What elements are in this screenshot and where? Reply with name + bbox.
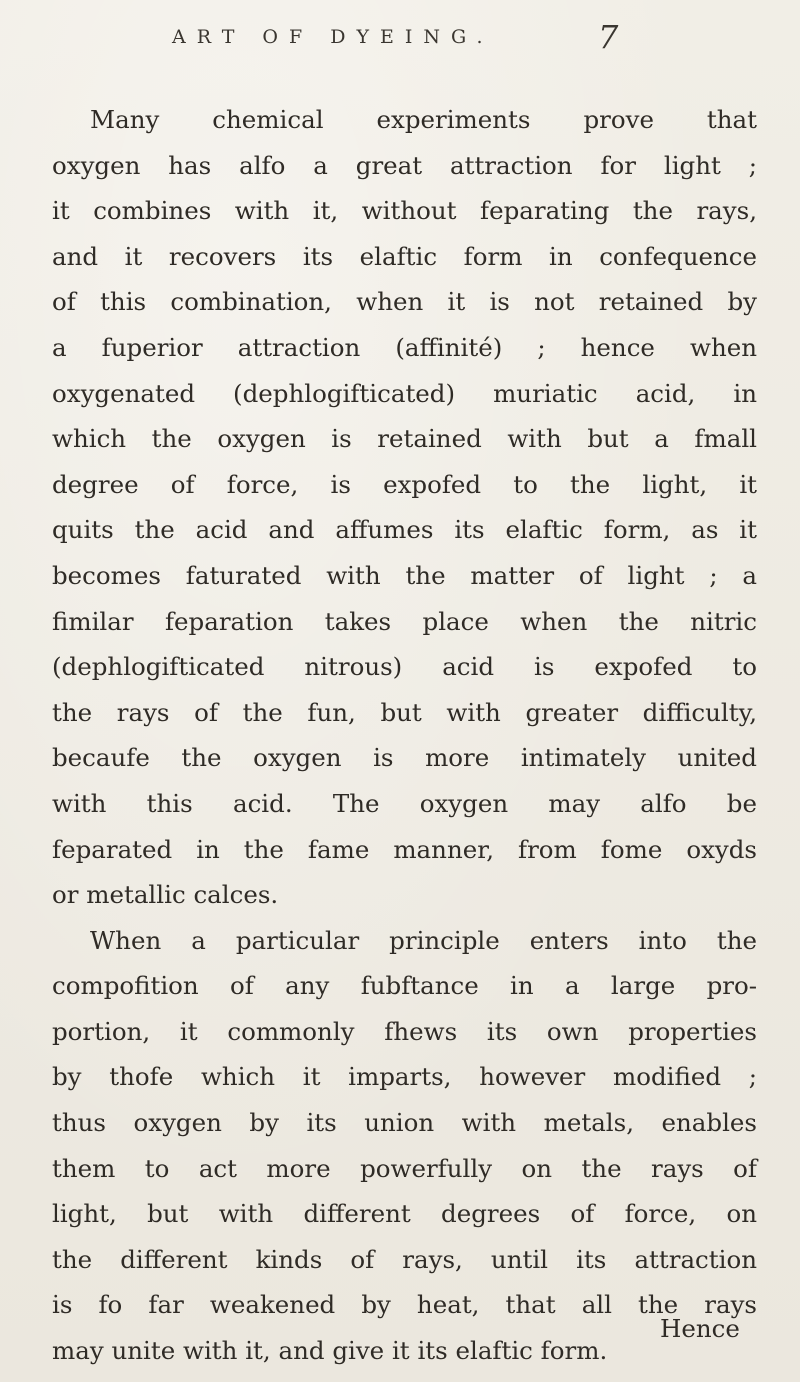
- text-line: Many chemical experiments prove that: [90, 105, 757, 134]
- text-line: quits the acid and affumes its elaftic form, as it: [52, 515, 757, 545]
- text-line: which the oxygen is retained with but a fmall: [52, 424, 757, 454]
- paragraph: [52, 97, 757, 918]
- text-line: fimilar feparation takes place when the nitric: [52, 606, 757, 636]
- text-line: degree of force, is expofed to the light, it: [52, 469, 757, 499]
- text-line: When a particular principle enters into the: [90, 925, 757, 955]
- text-line: of this combination, when it is not retained by: [52, 287, 757, 317]
- catchword: Hence: [660, 1314, 740, 1343]
- text-line: portion, it commonly fhews its own properties: [52, 1016, 757, 1046]
- text-line: and it recovers its elaftic form in confequence: [52, 241, 757, 271]
- text-line: may unite with it, and give it its elaftic form.: [52, 1336, 608, 1366]
- paragraphs: [52, 97, 757, 1374]
- text-line: becomes faturated with the matter of light ; a: [52, 560, 757, 590]
- paragraph: [52, 918, 757, 1374]
- text-line: them to act more powerfully on the rays of: [52, 1153, 757, 1183]
- text-line: oxygenated (dephlogifticated) muriatic acid, in: [52, 378, 757, 408]
- text-line: (dephlogifticated nitrous) acid is expofed to: [52, 652, 757, 682]
- text-line: it combines with it, without feparating the rays,: [52, 196, 757, 226]
- running-title: ART OF DYEING.: [172, 26, 494, 48]
- text-line: or metallic calces.: [52, 880, 279, 910]
- text-line: is fo far weakened by heat, that all the rays: [52, 1290, 757, 1320]
- text-line: the rays of the fun, but with greater difficulty,: [52, 697, 757, 727]
- text-line: a fuperior attraction (affinité) ; hence when: [52, 332, 757, 362]
- text-line: compofition of any fubftance in a large pro-: [52, 971, 757, 1001]
- text-line: oxygen has alfo a great attraction for light ;: [52, 150, 757, 180]
- text-line: by thofe which it imparts, however modified ;: [52, 1062, 757, 1092]
- text-line: feparated in the fame manner, from fome oxyds: [52, 834, 757, 864]
- body-text: [52, 97, 757, 1374]
- text-line: light, but with different degrees of force, on: [52, 1199, 757, 1229]
- text-line: with this acid. The oxygen may alfo be: [52, 788, 757, 818]
- text-line: becaufe the oxygen is more intimately united: [52, 743, 757, 773]
- page-number: 7: [598, 18, 619, 56]
- text-line: the different kinds of rays, until its attraction: [52, 1244, 757, 1274]
- text-line: thus oxygen by its union with metals, enables: [52, 1108, 757, 1138]
